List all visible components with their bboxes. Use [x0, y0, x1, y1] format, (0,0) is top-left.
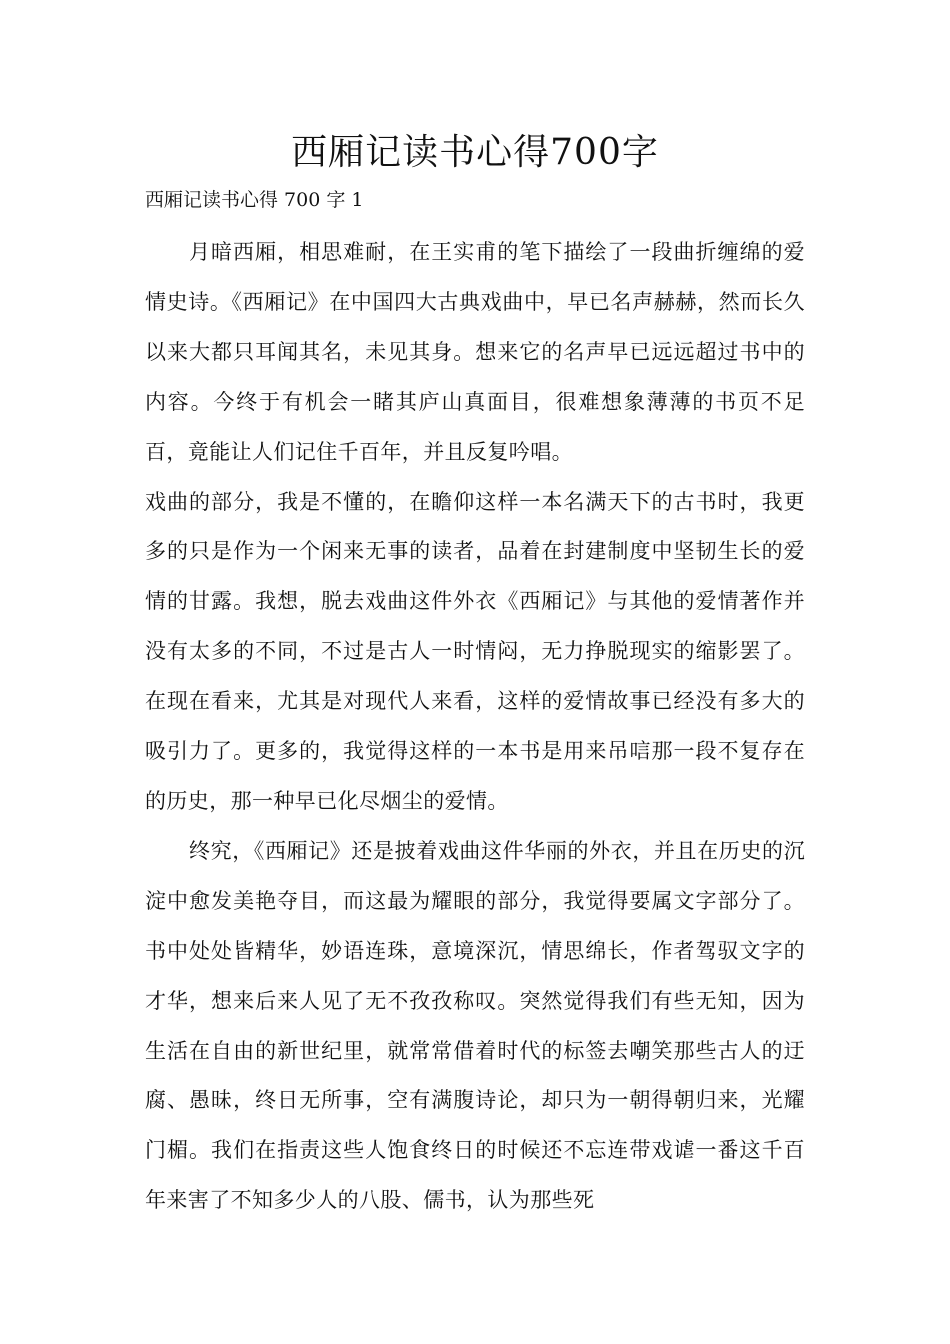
- paragraph-3: 终究，《西厢记》还是披着戏曲这件华丽的外衣，并且在历史的沉淀中愈发美艳夺目，而这最为耀眼的部分，我觉得要属文字部分了。书中处处皆精华，妙语连珠，意境深沉，情思绵长，作者驾驭文字的才华，想来后来人见了无不孜孜称叹。突然觉得我们有些无知，因为生活在自由的新世纪里，就常常借着时代的标签去嘲笑那些古人的迂腐、愚昧，终日无所事，空有满腹诗论，却只为一朝得朝归来，光耀门楣。我们在指责这些人饱食终日的时候还不忘连带戏谑一番这千百年来害了不知多少人的八股、儒书，认为那些死: [145, 838, 805, 1213]
- document-title: 西厢记读书心得700字: [291, 132, 659, 173]
- document-body: [145, 228, 805, 1226]
- paragraph-2: 戏曲的部分，我是不懂的，在瞻仰这样一本名满天下的古书时，我更多的只是作为一个闲来无事的读者，品着在封建制度中坚韧生长的爱情的甘露。我想，脱去戏曲这件外衣《西厢记》与其他的爱情著作并没有太多的不同，不过是古人一时情闷，无力挣脱现实的缩影罢了。在现在看来，尤其是对现代人来看，这样的爱情故事已经没有多大的吸引力了。更多的，我觉得这样的一本书是用来吊唁那一段不复存在的历史，那一种早已化尽烟尘的爱情。: [145, 489, 805, 813]
- paragraph-1: 月暗西厢，相思难耐，在王实甫的笔下描绘了一段曲折缠绵的爱情史诗。《西厢记》在中国四大古典戏曲中，早已名声赫赫，然而长久以来大都只耳闻其名，未见其身。想来它的名声早已远远超过书中的内容。今终于有机会一睹其庐山真面目，很难想象薄薄的书页不足百，竟能让人们记住千百年，并且反复吟唱。: [145, 240, 805, 464]
- document-subtitle: 西厢记读书心得 700 字 1: [145, 189, 364, 211]
